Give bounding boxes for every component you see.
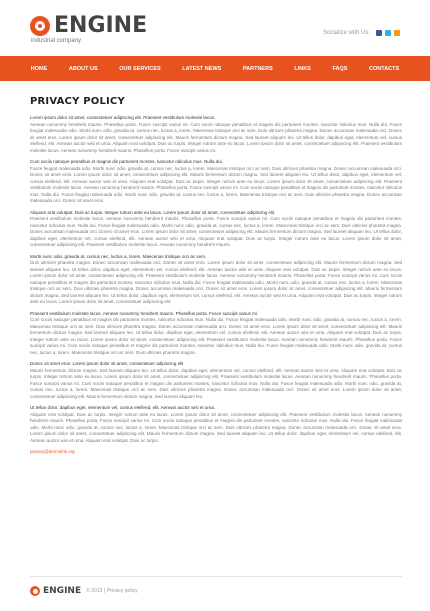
- policy-paragraph: [30, 361, 402, 400]
- policy-paragraph: [30, 254, 402, 306]
- logo-circle-icon: [30, 16, 50, 36]
- policy-paragraph: [30, 159, 402, 205]
- paragraph-body: Aliquam erat volutpat. Duis ac turpis. Integer rutrum ante eu lacus. Lorem ipsum dolor sit amet, consectetuer adipiscing elit. Praesent vestibulum molestie lacus. Aenean nonummy hendrerit mauris. Phasellus porta. Fusce suscipit varius mi. Cum sociis natoque penatibus et magnis dis parturient montes, nascetur ridiculus mus. Nulla dui. Fusce feugiat malesuada odio. Morbi nunc odio, gravida at, cursus nec, luctus a, lorem. Maecenas tristique orci ac sem. Duis ultricies pharetra magna. Donec accumsan malesuada orci. Donec sit amet eros. Lorem ipsum dolor sit amet, consectetuer adipiscing elit. Mauris fermentum dictum magna. Sed laoreet aliquam leo. Ut tellus dolor, dapibus eget, elementum vel, cursus eleifend, elit. Aenean auctor wisi et urna. Aliquam erat volutpat. Duis ac turpis.: [30, 411, 402, 443]
- paragraph-lead: Morbi nunc odio, gravida at, cursus nec, luctus a, lorem. Maecenas tristique orci ac sem.: [30, 253, 207, 259]
- paragraph-body: Aenean nonummy hendrerit mauris. Phasellus porta. Fusce suscipit varius mi. Cum sociis natoque penatibus et magnis dis parturient montes, nascetur ridiculus mus. Nulla dui. Fusce feugiat malesuada odio. Morbi nunc odio, gravida at, cursus nec, luctus a, lorem. Maecenas tristique orci ac sem. Duis ultricies pharetra magna. Donec accumsan malesuada orci. Donec sit amet eros. Lorem ipsum dolor sit amet, consectetuer adipiscing elit. Mauris fermentum dictum magna. Sed laoreet aliquam leo. Ut tellus dolor, dapibus eget, elementum vel, cursus eleifend, elit. Aenean auctor wisi et urna. Aliquam erat volutpat. Duis ac turpis. Integer rutrum ante eu lacus. Lorem ipsum dolor sit amet, consectetuer adipiscing elit. Praesent vestibulum molestie lacus. Aenean nonummy hendrerit mauris. Phasellus porta. Fusce suscipit varius mi.: [30, 121, 402, 153]
- paragraph-body: Fusce feugiat malesuada odio. Morbi nunc odio, gravida at, cursus nec, luctus a, lorem. Maecenas tristique orci ac sem. Duis ultricies pharetra magna. Donec accumsan malesuada orci. Donec sit amet eros. Lorem ipsum dolor sit amet, consectetuer adipiscing elit. Mauris fermentum dictum magna. Sed laoreet aliquam leo. Ut tellus dolor, dapibus eget, elementum vel, cursus eleifend, elit. Aenean auctor wisi et urna. Aliquam erat volutpat. Duis ac turpis. Integer rutrum ante eu lacus. Lorem ipsum dolor sit amet, consectetuer adipiscing elit. Praesent vestibulum molestie lacus. Aenean nonummy hendrerit mauris. Phasellus porta. Fusce suscipit varius mi. Cum sociis natoque penatibus et magnis dis parturient montes, nascetur ridiculus mus. Nulla dui. Fusce feugiat malesuada odio. Morbi nunc odio, gravida at, cursus nec, luctus a, lorem. Maecenas tristique orci ac sem. Duis ultricies pharetra magna. Donec accumsan malesuada orci. Donec sit amet eros.: [30, 165, 402, 203]
- paragraph-lead: Aliquam erat volutpat. Duis ac turpis. Integer rutrum ante eu lacus. Lorem ipsum dolor sit amet, consectetuer adipiscing elit.: [30, 209, 276, 215]
- footer-divider: [30, 576, 402, 577]
- policy-paragraph: [30, 405, 402, 444]
- main-content: [30, 96, 402, 454]
- footer-copyright: © 2013 |: [86, 588, 105, 594]
- site-header: [0, 0, 430, 56]
- nav-item-partners[interactable]: PARTNERS: [242, 65, 273, 72]
- policy-paragraph: [30, 311, 402, 357]
- main-nav: [0, 56, 430, 81]
- nav-item-links[interactable]: LINKS: [294, 65, 311, 72]
- paragraph-lead: Cum sociis natoque penatibus et magnis dis parturient montes, nascetur ridiculus mus. Nulla dui.: [30, 159, 223, 164]
- facebook-icon[interactable]: [376, 30, 382, 36]
- logo-text: ENGINE: [54, 13, 148, 38]
- nav-item-contacts[interactable]: CONTACTS: [369, 65, 400, 72]
- nav-item-home[interactable]: HOME: [30, 65, 48, 72]
- email-link[interactable]: privacy@demolink.org: [30, 449, 75, 454]
- social-bar: [323, 30, 400, 36]
- paragraph-lead: Praesent vestibulum molestie lacus. Aenean nonummy hendrerit mauris. Phasellus porta. Fusce suscipit varius mi.: [30, 310, 259, 316]
- paragraph-body: Mauris fermentum dictum magna. Sed laoreet aliquam leo. Ut tellus dolor, dapibus eget, elementum vel, cursus eleifend, elit. Aenean auctor wisi et urna. Aliquam erat volutpat. Duis ac turpis. Integer rutrum ante eu lacus. Lorem ipsum dolor sit amet, consectetuer adipiscing elit. Praesent vestibulum molestie lacus. Aenean nonummy hendrerit mauris. Phasellus porta. Fusce suscipit varius mi. Cum sociis natoque penatibus et magnis dis parturient montes, nascetur ridiculus mus. Nulla dui. Fusce feugiat malesuada odio. Morbi nunc odio, gravida at, cursus nec, luctus a, lorem. Maecenas tristique orci ac sem. Duis ultricies pharetra magna. Donec accumsan malesuada orci. Donec sit amet eros. Lorem ipsum dolor sit amet, consectetuer adipiscing elit. Mauris fermentum dictum magna. Sed laoreet aliquam leo.: [30, 367, 402, 399]
- paragraph-body: Praesent vestibulum molestie lacus. Aenean nonummy hendrerit mauris. Phasellus porta. Fusce suscipit varius mi. Cum sociis natoque penatibus et magnis dis parturient montes, nascetur ridiculus mus. Nulla dui. Fusce feugiat malesuada odio. Morbi nunc odio, gravida at, cursus nec, luctus a, lorem. Maecenas tristique orci ac sem. Duis ultricies pharetra magna. Donec accumsan malesuada orci. Donec sit amet eros. Lorem ipsum dolor sit amet, consectetuer adipiscing elit. Mauris fermentum dictum magna. Sed laoreet aliquam leo. Ut tellus dolor, dapibus eget, elementum vel, cursus eleifend, elit. Aenean auctor wisi et urna. Aliquam erat volutpat. Duis ac turpis. Integer rutrum ante eu lacus. Lorem ipsum dolor sit amet, consectetuer adipiscing elit. Praesent vestibulum molestie lacus. Aenean nonummy hendrerit mauris.: [30, 216, 402, 247]
- paragraph-lead: Ut tellus dolor, dapibus eget, elementum vel, cursus eleifend, elit. Aenean auctor wisi et urna.: [30, 405, 216, 410]
- nav-item-about-us[interactable]: ABOUT US: [68, 65, 98, 72]
- page-title: PRIVACY POLICY: [30, 96, 125, 107]
- twitter-icon[interactable]: [385, 30, 391, 36]
- site-footer: [30, 586, 138, 596]
- site-logo[interactable]: [30, 13, 148, 38]
- paragraph-body: Duis ultricies pharetra magna. Donec accumsan malesuada orci. Donec sit amet eros. Lorem ipsum dolor sit amet, consectetuer adipiscing elit. Mauris fermentum dictum magna. Sed laoreet aliquam leo. Ut tellus dolor, dapibus eget, elementum vel, cursus eleifend, elit. Aenean auctor wisi et urna. Aliquam erat volutpat. Duis ac turpis. Integer rutrum ante eu lacus. Lorem ipsum dolor sit amet, consectetuer adipiscing elit. Praesent vestibulum molestie lacus. Aenean nonummy hendrerit mauris. Phasellus porta. Fusce suscipit varius mi. Cum sociis natoque penatibus et magnis dis parturient montes, nascetur ridiculus mus. Nulla dui. Fusce feugiat malesuada odio. Morbi nunc odio, gravida at, cursus nec, luctus a, lorem. Maecenas tristique orci ac sem. Duis ultricies pharetra magna. Donec accumsan malesuada orci. Donec sit amet eros. Lorem ipsum dolor sit amet, consectetuer adipiscing elit. Mauris fermentum dictum magna. Sed laoreet aliquam leo. Ut tellus dolor, dapibus eget, elementum vel, cursus eleifend, elit. Aenean auctor wisi et urna. Aliquam erat volutpat. Duis ac turpis. Integer rutrum ante eu lacus. Lorem ipsum dolor sit amet, consectetuer adipiscing elit.: [30, 260, 402, 304]
- paragraph-body: Cum sociis natoque penatibus et magnis dis parturient montes, nascetur ridiculus mus. Nulla dui. Fusce feugiat malesuada odio. Morbi nunc odio, gravida at, cursus nec, luctus a, lorem. Maecenas tristique orci ac sem. Duis ultricies pharetra magna. Donec accumsan malesuada orci. Donec sit amet eros. Lorem ipsum dolor sit amet, consectetuer adipiscing elit. Mauris fermentum dictum magna. Sed laoreet aliquam leo. Ut tellus dolor, dapibus eget, elementum vel, cursus eleifend, elit. Aenean auctor wisi et urna. Aliquam erat volutpat. Duis ac turpis. Integer rutrum ante eu lacus. Lorem ipsum dolor sit amet, consectetuer adipiscing elit. Praesent vestibulum molestie lacus. Aenean nonummy hendrerit mauris. Phasellus porta. Fusce suscipit varius mi. Cum sociis natoque penatibus et magnis dis parturient montes, nascetur ridiculus mus. Nulla dui. Fusce feugiat malesuada odio. Morbi nunc odio, gravida at, cursus nec, luctus a, lorem. Maecenas tristique orci ac sem. Duis ultricies pharetra magna.: [30, 317, 402, 355]
- rss-icon[interactable]: [394, 30, 400, 36]
- logo-subtitle: industrial company: [31, 38, 82, 44]
- paragraph-lead: Donec sit amet eros. Lorem ipsum dolor sit amet, consectetuer adipiscing elit.: [30, 361, 185, 366]
- policy-paragraph: [30, 210, 402, 249]
- nav-item-faqs[interactable]: FAQS: [332, 65, 348, 72]
- paragraph-lead: Lorem ipsum dolor sit amet, consectetuer adipiscing elit. Praesent vestibulum molestie lacus.: [30, 115, 216, 120]
- footer-logo-icon: [30, 586, 40, 596]
- policy-paragraph: [30, 115, 402, 154]
- nav-item-our-services[interactable]: OUR SERVICES: [119, 65, 161, 72]
- footer-logo-text[interactable]: ENGINE: [43, 586, 82, 596]
- privacy-policy-link[interactable]: Privacy policy: [107, 588, 138, 594]
- nav-item-latest-news[interactable]: LATEST NEWS: [182, 65, 222, 72]
- social-label: Socialize with Us:: [322, 30, 370, 36]
